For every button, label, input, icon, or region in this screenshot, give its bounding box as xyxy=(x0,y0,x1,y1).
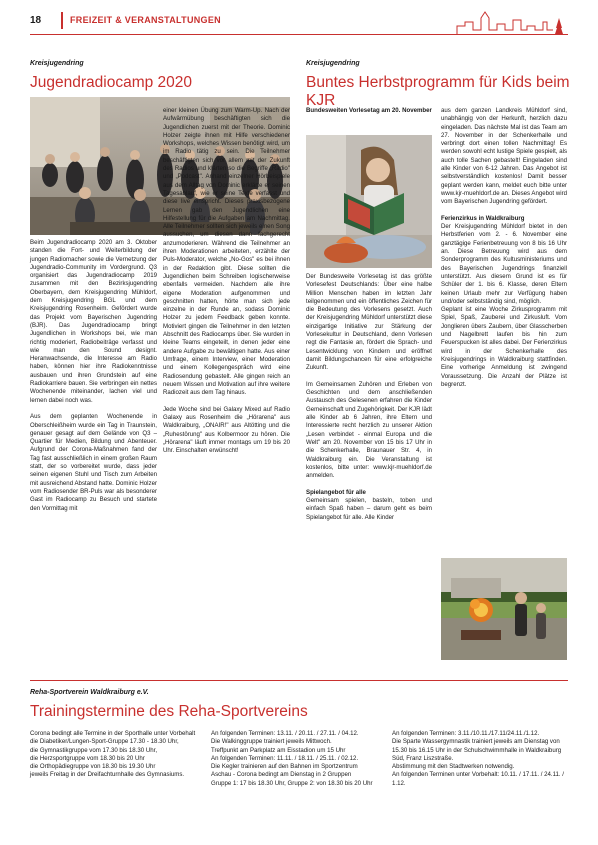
training-line: die Orthopädiegruppe von 18.30 bis 19.30 Uhr xyxy=(30,763,156,771)
training-line: Corona bedingt alle Termine in der Sporthalle unter Vorbehalt xyxy=(30,730,196,737)
article2-paragraph: aus dem ganzen Landkreis Mühldorf sind, unabhängig von der Herkunft, herzlich dazu eingeladen. Das nächste Mal ist das Team am 27. November in der Schenkerhalle und verbringt dort einen tollen Nachmittag! Es werden sowohl echt lustige Spiele gespielt, als auch tolle Sachen gebastelt! Eingeladen sind alle Kinder von 6-12 Jahren. Das Angebot ist selbstverständlich kostenlos! Damit besser geplant werden kann, meldet euch bitte unter www.kjr-muehldorf.de an. Dieses Angebot wird vom Bayerischen Jugendring gefördert. xyxy=(441,107,567,206)
article2-subhead: Bundesweiten Vorlesetag am 20. November xyxy=(306,107,432,114)
town-skyline-logo xyxy=(455,8,568,35)
article1-paragraph: einer kleinen Übung zum Warm-Up. Nach der Aufwärmübung beschäftigten sich die Jugendlichen zuerst mit der Theorie. Dominic Holzer zeigte ihnen mit Hilfe verschiedener Workshops, welches Wissen benötigt wird, um im Radio tätig zu sein. Die Teilnehmer beschäftigten sich vor allem mit der Zukunft des Radios und klärten so die Begriffe „Radio" und „Podcast". Anhand einzelner Hörbeispiele aus dem Alltag von Dominic erklärte er seinen Tagesablauf, wie er seine Texte verfasst und diese live einspricht. Dieses praxisbezogene Lernen gab den Jugendlichen eine Hilfestellung für die Aufgaben am Nachmittag. Alle Teilnehmer sollten sich jeweils einen Song aussuchen, um diesen dann fachgerecht anzumoderieren. Während die Teilnehmer an ihren Moderationen arbeiteten, erzählte der Puls-Moderator, welche „No-Gos" es bei ihnen in der Redaktion gibt. Diese sollten die Jugendlichen beim Schreiben logischerweise ebenfalls vermeiden. Nachdem alle ihre eigene Moderation aufgenommen und geschnitten hatten, hörte man sich jede einzelne in der Runde an, sodass Dominic Holzer zu jedem Feedback geben konnte. Motiviert gingen die Teilnehmer in den letzten Abschnitt des Radiocamps über. Sie wurden in kleine Teams eingeteilt, in denen jeder eine andere Aufgabe zu bewältigen hatte. Aus einer Umfrage, einem Interview, einer Moderation und einem Kollegengespräch wird eine Radiosendung gebastelt. Alle gingen reich an neuem Wissen und Motivation auf ihre weitere Radiozeit aus dem Tag hinaus. xyxy=(163,107,290,397)
training-line: Abstimmung mit den Stadtwerken notwendig. xyxy=(392,763,515,771)
section-rule xyxy=(30,680,568,681)
header-divider xyxy=(61,12,63,29)
training-line: Treffpunkt am Parkplatz am Eisstadion um 15 Uhr xyxy=(211,746,346,754)
article3-title: Trainingstermine des Reha-Sportvereins xyxy=(30,703,308,720)
training-line: die Diabetiker/Lungen-Sport-Gruppe 17.30 - 18.30 Uhr, xyxy=(30,738,179,746)
training-line: Die Kegler trainieren auf den Bahnen im Sportzentrum xyxy=(211,763,358,771)
training-line: Die Walkinggruppe trainiert jeweils Mittwoch. xyxy=(211,738,332,746)
training-line: Aschau - Corona bedingt am Dienstag in 2 Gruppen xyxy=(211,771,352,779)
article1-paragraph: Aus dem geplanten Wochenende in Oberschleißheim wurde ein Tag in Traunstein, genauer gesagt auf dem Gelände von Q3 – Quartier für Medien, Bildung und Abenteuer. Aufgrund der Corona-Maßnahmen fand der Tag fast ausschließlich in einem großen Raum statt, der so vorbereitet wurde, dass jeder seinen eigenen Stuhl und Tisch zum Arbeiten mit ausreichend Abstand hatte. Dominic Holzer vom Radiosender BR-Puls war als besonderer Gast im Radiocamp zu Besuch und startete den Vormittag mit xyxy=(30,413,157,512)
reading-girl-photo xyxy=(306,135,432,268)
article3-column3 xyxy=(392,730,568,788)
circus-fire-photo xyxy=(441,558,567,660)
article1-column2 xyxy=(163,107,290,455)
article1-paragraph: Beim Jugendradiocamp 2020 am 3. Oktober standen die Fort- und Weiterbildung der jungen Radiomacher sowie die Vernetzung der Jugendradio-Community im Vordergrund. Q3 organisiert das Jugendradiocamp 2019 zusammen mit den Bezirksjugendring Oberbayern, dem Kreisjugendring Mühldorf, dem Kreisjugendring BGL und dem Kreisjugendring Rosenheim. Gefördert wurde das Projekt vom Bayerischen Jugendring (BJR). Das Jugendradiocamp bringt Jugendlichen in Workshops bei, wie man richtig moderiert, Radiobeiträge verfasst und wie man den Sound designt. Heranwachsende, die Interesse am Radio haben, können hier ihre Radiokenntnisse ausbauen und ihren Grundstein auf eine Radiokarriere bauen. Sie verbringen ein nettes Wochenende miteinander, lachen viel und lernen dabei noch was. xyxy=(30,239,157,404)
article3-column2 xyxy=(211,730,387,788)
article1-kicker: Kreisjugendring xyxy=(30,60,84,67)
article2-title: Buntes Herbstprogramm für Kids beim KJR xyxy=(306,74,570,109)
spielangebot-heading: Spielangebot für alle xyxy=(306,488,366,496)
training-line: Die Sparte Wassergymnastik trainiert jeweils am Dienstag von 15.30 bis 16.15 Uhr in der Schulschwimmhalle in Waldkraiburg Süd, Franz Liszstraße. xyxy=(392,738,562,762)
section-title: FREIZEIT & VERANSTALTUNGEN xyxy=(70,15,221,25)
article2-column1 xyxy=(306,273,432,522)
training-line: An folgenden Terminen: 13.11. / 20.11. / 27.11. / 04.12. xyxy=(211,730,359,737)
training-line: Gruppe 1: 17 bis 18.30 Uhr, Gruppe 2: von 18.30 bis 20 Uhr xyxy=(211,779,373,787)
article2-paragraph: Geplant ist eine Woche Zirkusprogramm mit Spiel, Spaß, Zauberei und Zirkusluft. Vom Jonglieren übers Zaubern, über Glasscherben und Nagelbrett laufen bis hin zum Feuerspucken ist alles dabei. Der Ferienzirkus wird in der Schenkerhalle des Kreisjugendrings in Waldkraiburg stattfinden. Eine vorherige Anmeldung ist zwingend Voraussetzung. Die Anzahl der Plätze ist begrenzt. xyxy=(441,306,567,388)
article3-column1 xyxy=(30,730,206,780)
page-number: 18 xyxy=(30,15,42,26)
article2-column2 xyxy=(441,107,567,389)
article1-paragraph: Jede Woche sind bei Galaxy Mixed auf Radio Galaxy aus Rosenheim die „Hörarena" aus Waldkraiburg, „ONAIR!" aus Altötting und die „Ruhestörung" aus Kolbermoor zu hören. Die „Hörarena" läuft immer montags um 19 bis 20 Uhr. Einschalten erwünscht! xyxy=(163,405,290,455)
article2-paragraph: Der Kreisjugendring Mühldorf bietet in den Herbstferien vom 2. - 6. November eine ganztägige Ferienbetreuung von 8 bis 16 Uhr an. Diese Betreuung wird aus dem Sonderprogramm des Kultusministeriums und des Bayerischen Jugendrings finanziell unterstützt. Aus diesem Grund ist es für Schüler der 1. bis 6. Klasse, deren Eltern keinen Urlaub mehr zur Verfügung haben und/oder selbstständig sind, möglich. xyxy=(441,223,567,305)
article2-paragraph: Der Bundesweite Vorlesetag ist das größte Vorlesefest Deutschlands: Über eine halbe Million Menschen haben im letzten Jahr teilgenommen und ein öffentliches Zeichen für die Bedeutung des Vorlesens gesetzt. Auch der Kreisjugendring Mühldorf unterstützt diese einzigartige Initiative zur Stärkung der Vorlesekultur in Deutschland, denn Vorlesen regt die Fantasie an, fördert die Sprach- und Lesentwicklung von Kindern und eröffnet damit Bildungschancen für eine erfolgreiche Zukunft. xyxy=(306,273,432,372)
training-line: An folgenden Terminen: 11.11. / 18.11. / 25.11. / 02.12. xyxy=(211,754,359,762)
header-rule xyxy=(30,34,568,35)
training-line: An folgenden Terminen: 3.11./10.11./17.11/24.11./1.12. xyxy=(392,730,540,737)
article3-kicker: Reha-Sportverein Waldkraiburg e.V. xyxy=(30,689,149,696)
article1-column1 xyxy=(30,239,157,513)
ferienzirkus-heading: Ferienzirkus in Waldkraiburg xyxy=(441,214,525,222)
training-line: die Gymnastikgruppe vom 17.30 bis 18.30 Uhr, xyxy=(30,746,158,754)
training-line: An folgenden Terminen unter Vorbehalt: 10.11. / 17.11. / 24.11. / 1.12. xyxy=(392,771,564,787)
article2-paragraph: Im Gemeinsamen Zuhören und Erleben von Geschichten und dem anschließenden Austausch des Gelesenen erfahren die Kinder Gemeinschaft und Zugehörigkeit. Der KJR lädt alle Kinder ab 6 Jahren, ihre Eltern und Interessierte recht herzlich zu unserer Aktion „Lesen verbindet - einmal Europa und die Welt" am 20. November von 15 bis 17 Uhr in die Schenkerhalle, Braunauer Str. 4, in Waldkraiburg ein. Die Veranstaltung ist kostenlos, bitte unter: www.kjr-muehldorf.de anmelden. xyxy=(306,380,432,480)
article1-title: Jugendradiocamp 2020 xyxy=(30,74,193,91)
article2-kicker: Kreisjugendring xyxy=(306,60,360,67)
training-line: jeweils Freitag in der Dreifachturnhalle des Gymnasiums. xyxy=(30,771,185,779)
article2-paragraph: Gemeinsam spielen, basteln, toben und einfach Spaß haben – darum geht es beim Spielangebot für alle. Alle Kinder xyxy=(306,497,432,521)
training-line: die Herzsportgruppe vom 18.30 bis 20 Uhr xyxy=(30,754,145,762)
